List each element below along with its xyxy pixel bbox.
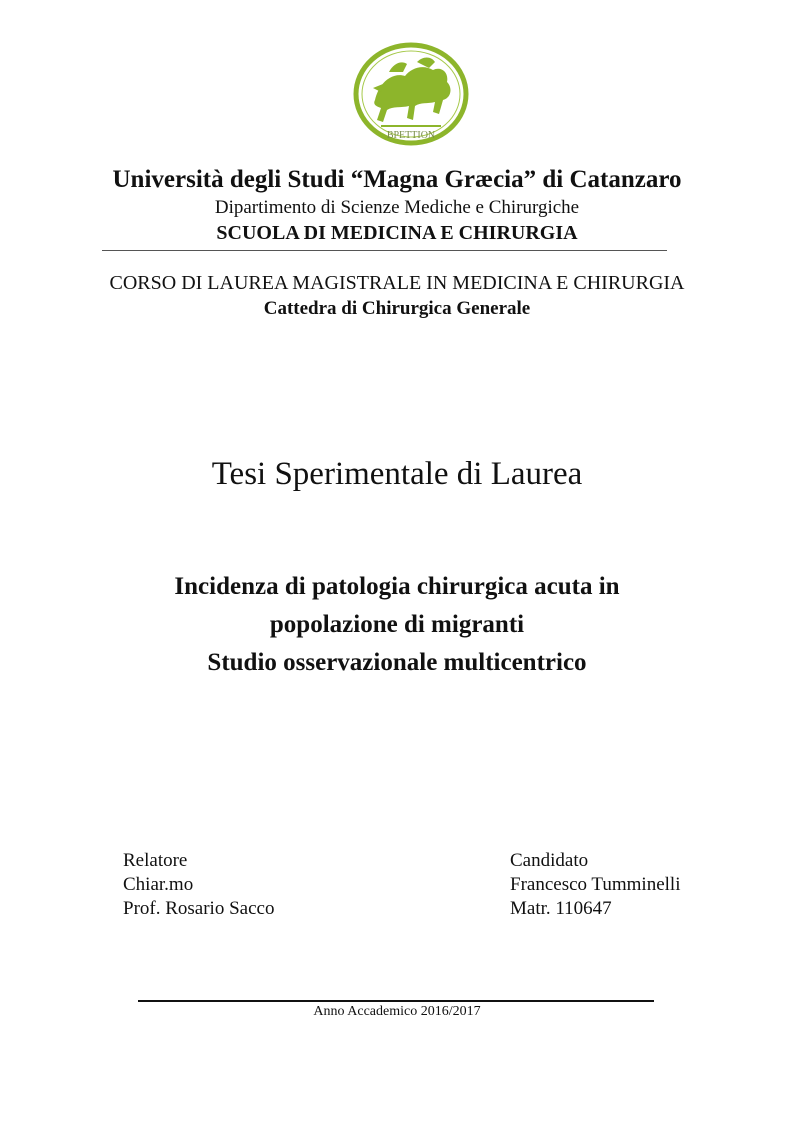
supervisor-honorific: Chiar.mo [123, 874, 194, 895]
academic-year: Anno Accademico 2016/2017 [313, 1004, 481, 1019]
university-name: Università degli Studi “Magna Græcia” di Catanzaro [112, 166, 682, 193]
supervisor-block [123, 849, 274, 921]
university-seal-icon [353, 42, 469, 146]
header-divider [102, 250, 667, 251]
supervisor-name: Prof. Rosario Sacco [123, 898, 275, 919]
thesis-title-line: Studio osservazionale multicentrico [207, 649, 587, 676]
thesis-type: Tesi Sperimentale di Laurea [211, 456, 583, 492]
degree-course: CORSO DI LAUREA MAGISTRALE IN MEDICINA E CHIRURGIA [109, 272, 685, 294]
thesis-title-line: popolazione di migranti [269, 611, 525, 638]
candidate-block [510, 849, 680, 921]
department-name: Dipartimento di Scienze Mediche e Chirurgiche [214, 197, 580, 218]
candidate-role: Candidato [510, 850, 589, 871]
candidate-name: Francesco Tumminelli [510, 874, 681, 895]
seal-inscription: ΒΡΕΤΤΙΟΝ [386, 130, 436, 141]
thesis-title-line: Incidenza di patologia chirurgica acuta in [174, 573, 620, 600]
supervisor-role: Relatore [123, 850, 188, 871]
chair-name: Cattedra di Chirurgica Generale [263, 298, 531, 319]
footer-divider [138, 1000, 654, 1002]
school-name: SCUOLA DI MEDICINA E CHIRURGIA [216, 222, 578, 244]
thesis-title [0, 568, 794, 682]
candidate-matriculation: Matr. 110647 [510, 898, 612, 919]
